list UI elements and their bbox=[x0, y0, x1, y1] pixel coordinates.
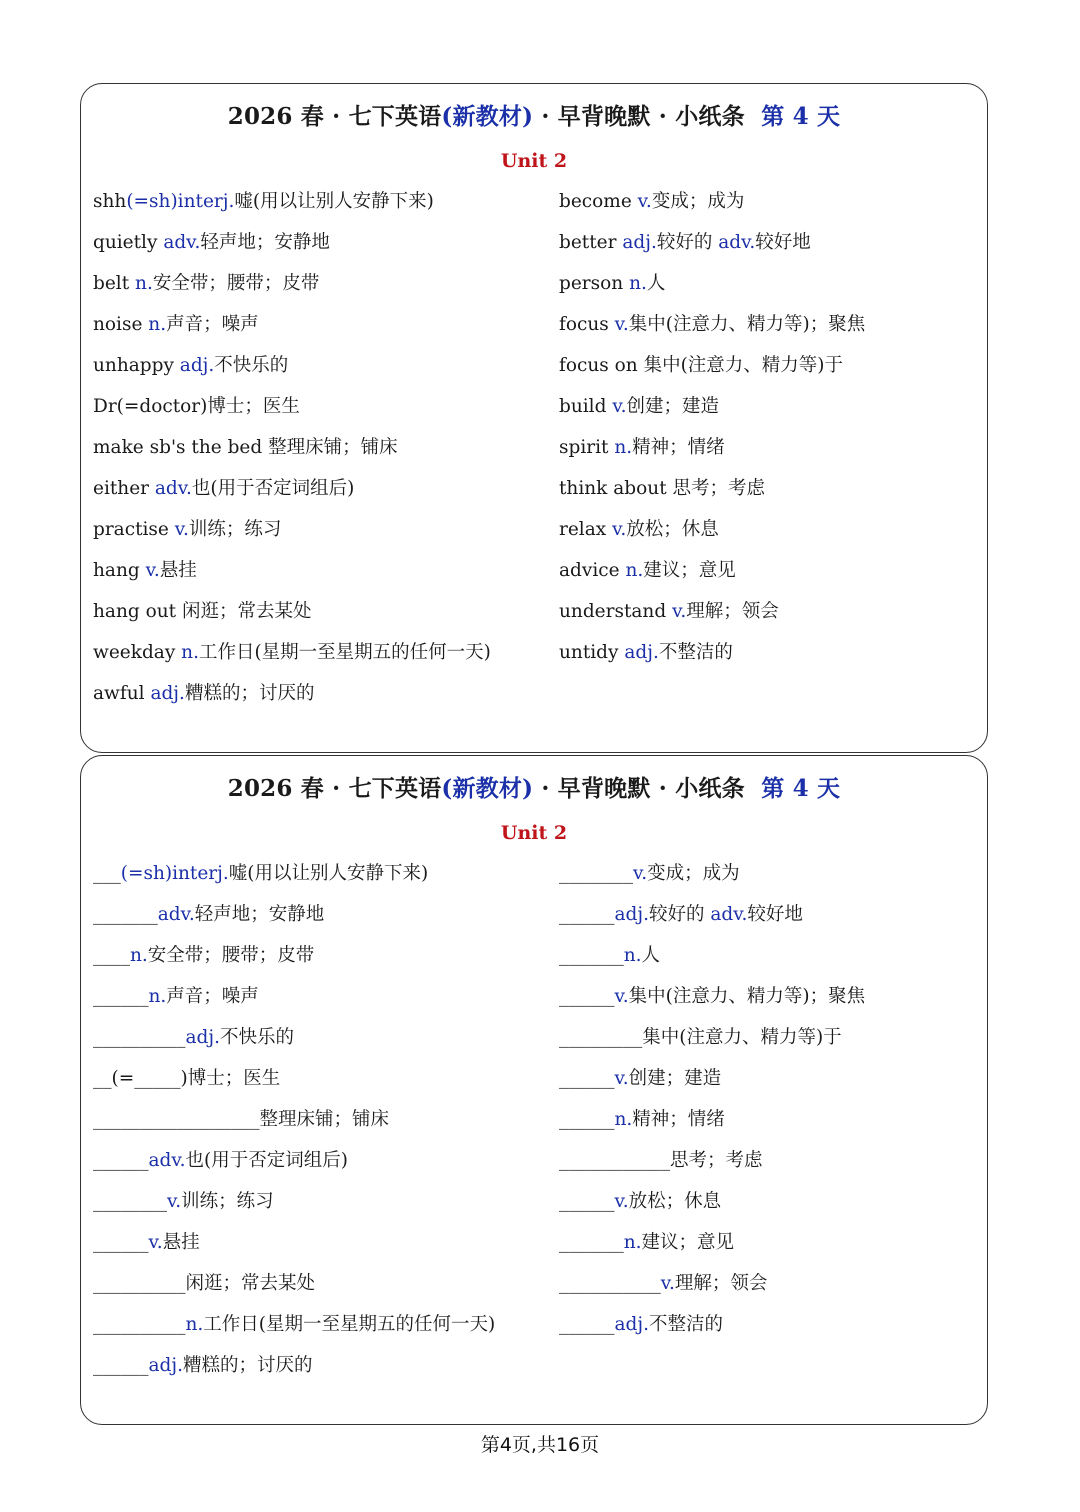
part-of-speech: n. bbox=[629, 273, 647, 294]
blank-line: ______ bbox=[93, 1232, 149, 1253]
part-of-speech: n. bbox=[135, 273, 153, 294]
vocab-word: awful bbox=[93, 683, 151, 704]
vocab-entry bbox=[559, 597, 979, 638]
quiz-entry bbox=[93, 1064, 553, 1105]
blank-line: ______ bbox=[559, 1068, 615, 1089]
blank-line: ___________ bbox=[559, 1273, 661, 1294]
vocab-meaning: 精神；情绪 bbox=[632, 1109, 725, 1130]
vocab-meaning: 嘘(用以让别人安静下来) bbox=[228, 863, 429, 884]
quiz-entry bbox=[93, 941, 553, 982]
blank-line: ____________ bbox=[559, 1150, 670, 1171]
vocab-meaning: 理解；领会 bbox=[686, 601, 779, 622]
quiz-entry bbox=[559, 1228, 979, 1269]
part-of-speech: v. bbox=[612, 396, 627, 417]
card-title bbox=[81, 770, 987, 803]
vocab-entry bbox=[93, 474, 553, 515]
vocab-entry bbox=[93, 269, 553, 310]
vocab-entry bbox=[559, 515, 979, 556]
quiz-column-left bbox=[93, 859, 553, 1392]
vocab-meaning: 整理床铺；铺床 bbox=[268, 437, 398, 458]
vocab-word: better bbox=[559, 232, 623, 253]
vocab-meaning: 创建；建造 bbox=[628, 1068, 722, 1089]
vocab-meaning: 放松；休息 bbox=[626, 519, 719, 540]
title-main: 2026 春 · 七下英语 bbox=[227, 103, 442, 130]
vocab-word: untidy bbox=[559, 642, 625, 663]
quiz-entry bbox=[559, 1064, 979, 1105]
part-of-speech: v. bbox=[614, 1191, 629, 1212]
vocab-meaning: 较好的 bbox=[649, 904, 711, 925]
vocab-meaning: 较好的 bbox=[656, 232, 719, 253]
part-of-speech: adv. bbox=[718, 232, 756, 253]
quiz-entry bbox=[559, 1023, 979, 1064]
vocab-meaning: 也(用于否定词组后) bbox=[191, 478, 355, 499]
vocab-meaning: 闲逛；常去某处 bbox=[185, 1273, 316, 1294]
vocab-meaning: 糟糕的；讨厌的 bbox=[184, 683, 315, 704]
part-of-speech: adj. bbox=[624, 642, 659, 663]
vocab-word: belt bbox=[93, 273, 136, 294]
vocab-entry bbox=[559, 474, 979, 515]
vocab-word: relax bbox=[559, 519, 613, 540]
blank-line: ______ bbox=[559, 904, 615, 925]
unit-label: Unit 2 bbox=[500, 822, 568, 844]
quiz-entry bbox=[559, 859, 979, 900]
quiz-entry bbox=[93, 859, 553, 900]
part-of-speech: adv. bbox=[148, 1150, 186, 1171]
blank-line: _______ bbox=[559, 1232, 624, 1253]
quiz-entry bbox=[93, 1269, 553, 1310]
vocab-meaning: 集中(注意力、精力等)；聚焦 bbox=[628, 986, 866, 1007]
day-label: 第 4 天 bbox=[761, 103, 841, 130]
part-of-speech: v. bbox=[174, 519, 189, 540]
vocab-entry bbox=[93, 679, 553, 720]
part-of-speech: v. bbox=[167, 1191, 182, 1212]
vocab-word: weekday bbox=[93, 642, 182, 663]
part-of-speech: n. bbox=[625, 560, 644, 581]
vocab-meaning: 不整洁的 bbox=[649, 1314, 724, 1335]
vocab-word: practise bbox=[93, 519, 175, 540]
vocab-meaning: 博士；医生 bbox=[187, 1068, 281, 1089]
part-of-speech: adv. bbox=[154, 478, 192, 499]
vocab-meaning: 集中(注意力、精力等)；聚焦 bbox=[628, 314, 866, 335]
answer-card bbox=[80, 83, 988, 753]
vocab-word: quietly bbox=[93, 232, 164, 253]
part-of-speech: v. bbox=[614, 986, 629, 1007]
card-title bbox=[81, 98, 987, 131]
vocab-meaning: 建议；意见 bbox=[641, 1232, 735, 1253]
vocab-entry bbox=[559, 392, 979, 433]
vocab-word: unhappy bbox=[93, 355, 180, 376]
blank-line: __________ bbox=[93, 1273, 186, 1294]
blank-line: ________ bbox=[93, 1191, 167, 1212]
quiz-entry bbox=[93, 982, 553, 1023]
vocab-entry bbox=[93, 351, 553, 392]
blank-line: _______ bbox=[93, 904, 158, 925]
quiz-entry bbox=[93, 1310, 553, 1351]
vocab-word: shh bbox=[93, 191, 127, 212]
part-of-speech: n. bbox=[185, 1314, 204, 1335]
vocab-meaning: 整理床铺；铺床 bbox=[259, 1109, 390, 1130]
quiz-entry bbox=[93, 1105, 553, 1146]
vocab-meaning: 较好地 bbox=[755, 232, 811, 253]
vocab-word: understand bbox=[559, 601, 673, 622]
blank-line: ___ bbox=[93, 863, 121, 884]
part-of-speech: v. bbox=[148, 1232, 163, 1253]
quiz-entry bbox=[559, 900, 979, 941]
part-of-speech: v. bbox=[145, 560, 160, 581]
blank-line: __________________ bbox=[93, 1109, 260, 1130]
part-of-speech: adj. bbox=[614, 1314, 649, 1335]
vocab-meaning: 糟糕的；讨厌的 bbox=[183, 1355, 313, 1376]
page-number: 第4页,共16页 bbox=[480, 1434, 600, 1456]
vocab-meaning: 闲逛；常去某处 bbox=[181, 601, 312, 622]
part-of-speech: v. bbox=[660, 1273, 675, 1294]
vocab-meaning: 悬挂 bbox=[162, 1232, 200, 1253]
part-of-speech: v. bbox=[637, 191, 652, 212]
blank-line: __________ bbox=[93, 1027, 186, 1048]
part-of-speech: n. bbox=[614, 437, 633, 458]
vocab-meaning: 轻声地；安静地 bbox=[194, 904, 325, 925]
quiz-entry bbox=[93, 1228, 553, 1269]
day-label: 第 4 天 bbox=[761, 775, 841, 802]
blank-line: _________ bbox=[559, 1027, 643, 1048]
vocab-meaning: 训练；练习 bbox=[188, 519, 282, 540]
vocab-meaning: 悬挂 bbox=[159, 560, 197, 581]
part-of-speech: v. bbox=[672, 601, 687, 622]
vocab-entry bbox=[559, 228, 979, 269]
vocab-meaning: 声音；噪声 bbox=[166, 314, 259, 335]
vocab-meaning: 工作日(星期一至星期五的任何一天) bbox=[198, 642, 491, 663]
blank-line: ______ bbox=[93, 1355, 149, 1376]
vocab-word: focus on bbox=[559, 355, 644, 376]
vocab-entry bbox=[559, 556, 979, 597]
vocab-entry bbox=[559, 310, 979, 351]
quiz-entry bbox=[93, 1023, 553, 1064]
part-of-speech: adv. bbox=[710, 904, 748, 925]
vocab-meaning: 人 bbox=[641, 945, 661, 966]
quiz-entry bbox=[559, 982, 979, 1023]
vocab-meaning: 创建；建造 bbox=[626, 396, 719, 417]
vocab-meaning: 安全带；腰带；皮带 bbox=[147, 945, 315, 966]
vocab-word: either bbox=[93, 478, 155, 499]
blank-line: ______ bbox=[559, 986, 615, 1007]
vocab-entry bbox=[93, 556, 553, 597]
title-suffix: · 早背晚默 · 小纸条 bbox=[533, 775, 745, 802]
vocab-meaning: 不快乐的 bbox=[214, 355, 289, 376]
vocab-entry bbox=[559, 638, 979, 679]
vocab-word: hang bbox=[93, 560, 146, 581]
part-of-speech: adj. bbox=[179, 355, 215, 376]
vocab-meaning: 建议；意见 bbox=[643, 560, 736, 581]
vocab-entry bbox=[93, 433, 553, 474]
vocab-meaning: 思考；考虑 bbox=[672, 478, 766, 499]
part-of-speech: n. bbox=[623, 945, 642, 966]
part-of-speech: n. bbox=[148, 314, 167, 335]
title-paren: (新教材) bbox=[441, 103, 534, 130]
title-main: 2026 春 · 七下英语 bbox=[227, 775, 442, 802]
blank-line: ______ bbox=[93, 1150, 149, 1171]
vocab-entry bbox=[93, 638, 553, 679]
blank-line: __(=_____) bbox=[93, 1068, 188, 1089]
vocab-entry bbox=[559, 351, 979, 392]
blank-line: ______ bbox=[559, 1191, 615, 1212]
vocab-word: person bbox=[559, 273, 630, 294]
vocab-meaning: 变成；成为 bbox=[651, 191, 745, 212]
part-of-speech: n. bbox=[623, 1232, 642, 1253]
quiz-entry bbox=[559, 1187, 979, 1228]
vocab-meaning: 轻声地；安静地 bbox=[200, 232, 330, 253]
vocab-meaning: 集中(注意力、精力等)于 bbox=[643, 355, 844, 376]
title-paren: (新教材) bbox=[441, 775, 534, 802]
part-of-speech: adv. bbox=[163, 232, 201, 253]
blank-line: ______ bbox=[93, 986, 149, 1007]
part-of-speech: v. bbox=[614, 314, 629, 335]
vocab-word: advice bbox=[559, 560, 626, 581]
blank-line: ______ bbox=[559, 1109, 615, 1130]
vocab-word: make sb's the bed bbox=[93, 437, 269, 458]
title-suffix: · 早背晚默 · 小纸条 bbox=[533, 103, 745, 130]
vocab-meaning: 较好地 bbox=[747, 904, 803, 925]
part-of-speech: adv. bbox=[157, 904, 195, 925]
quiz-column-right bbox=[559, 859, 979, 1351]
vocab-meaning: 不快乐的 bbox=[220, 1027, 295, 1048]
part-of-speech: adj. bbox=[614, 904, 649, 925]
part-of-speech: (=sh)interj. bbox=[126, 191, 235, 212]
vocab-meaning: 训练；练习 bbox=[181, 1191, 274, 1212]
vocab-meaning: 嘘(用以让别人安静下来) bbox=[234, 191, 434, 212]
vocab-entry bbox=[93, 187, 553, 228]
vocab-word: hang out bbox=[93, 601, 182, 622]
quiz-card bbox=[80, 755, 988, 1425]
vocab-word: Dr(=doctor) bbox=[93, 396, 208, 417]
vocab-word: think about bbox=[559, 478, 673, 499]
part-of-speech: v. bbox=[614, 1068, 629, 1089]
part-of-speech: n. bbox=[614, 1109, 633, 1130]
vocab-meaning: 声音；噪声 bbox=[166, 986, 259, 1007]
vocab-meaning: 工作日(星期一至星期五的任何一天) bbox=[203, 1314, 496, 1335]
quiz-entry bbox=[93, 1351, 553, 1392]
quiz-entry bbox=[559, 941, 979, 982]
vocab-entry bbox=[93, 392, 553, 433]
vocab-meaning: 安全带；腰带；皮带 bbox=[152, 273, 320, 294]
quiz-entry bbox=[93, 1146, 553, 1187]
vocab-meaning: 理解；领会 bbox=[674, 1273, 768, 1294]
vocab-meaning: 集中(注意力、精力等)于 bbox=[642, 1027, 842, 1048]
quiz-entry bbox=[559, 1146, 979, 1187]
quiz-entry bbox=[559, 1269, 979, 1310]
vocab-word: build bbox=[559, 396, 613, 417]
vocab-meaning: 人 bbox=[646, 273, 666, 294]
vocab-meaning: 不整洁的 bbox=[658, 642, 733, 663]
vocab-word: focus bbox=[559, 314, 615, 335]
blank-line: __________ bbox=[93, 1314, 186, 1335]
vocab-entry bbox=[559, 269, 979, 310]
blank-line: ________ bbox=[559, 863, 633, 884]
part-of-speech: n. bbox=[130, 945, 148, 966]
vocab-entry bbox=[93, 228, 553, 269]
vocab-meaning: 思考；考虑 bbox=[670, 1150, 763, 1171]
quiz-entry bbox=[93, 1187, 553, 1228]
part-of-speech: adj. bbox=[185, 1027, 220, 1048]
part-of-speech: v. bbox=[612, 519, 627, 540]
part-of-speech: (=sh)interj. bbox=[120, 863, 229, 884]
vocab-entry bbox=[559, 187, 979, 228]
quiz-entry bbox=[559, 1310, 979, 1351]
vocab-meaning: 精神；情绪 bbox=[632, 437, 725, 458]
vocab-meaning: 变成；成为 bbox=[647, 863, 740, 884]
vocab-meaning: 博士；医生 bbox=[207, 396, 300, 417]
answer-column-right bbox=[559, 187, 979, 679]
vocab-entry bbox=[93, 310, 553, 351]
vocab-word: noise bbox=[93, 314, 149, 335]
part-of-speech: n. bbox=[181, 642, 199, 663]
vocab-meaning: 也(用于否定词组后) bbox=[185, 1150, 348, 1171]
answer-column-left bbox=[93, 187, 553, 720]
vocab-word: become bbox=[559, 191, 638, 212]
vocab-meaning: 放松；休息 bbox=[628, 1191, 722, 1212]
part-of-speech: adj. bbox=[622, 232, 657, 253]
part-of-speech: adj. bbox=[150, 683, 185, 704]
vocab-entry bbox=[93, 515, 553, 556]
part-of-speech: v. bbox=[633, 863, 648, 884]
vocab-word: spirit bbox=[559, 437, 615, 458]
part-of-speech: n. bbox=[148, 986, 167, 1007]
blank-line: ____ bbox=[93, 945, 130, 966]
blank-line: _______ bbox=[559, 945, 624, 966]
unit-label: Unit 2 bbox=[500, 150, 568, 172]
part-of-speech: adj. bbox=[148, 1355, 183, 1376]
quiz-entry bbox=[93, 900, 553, 941]
vocab-entry bbox=[93, 597, 553, 638]
quiz-entry bbox=[559, 1105, 979, 1146]
blank-line: ______ bbox=[559, 1314, 615, 1335]
vocab-entry bbox=[559, 433, 979, 474]
